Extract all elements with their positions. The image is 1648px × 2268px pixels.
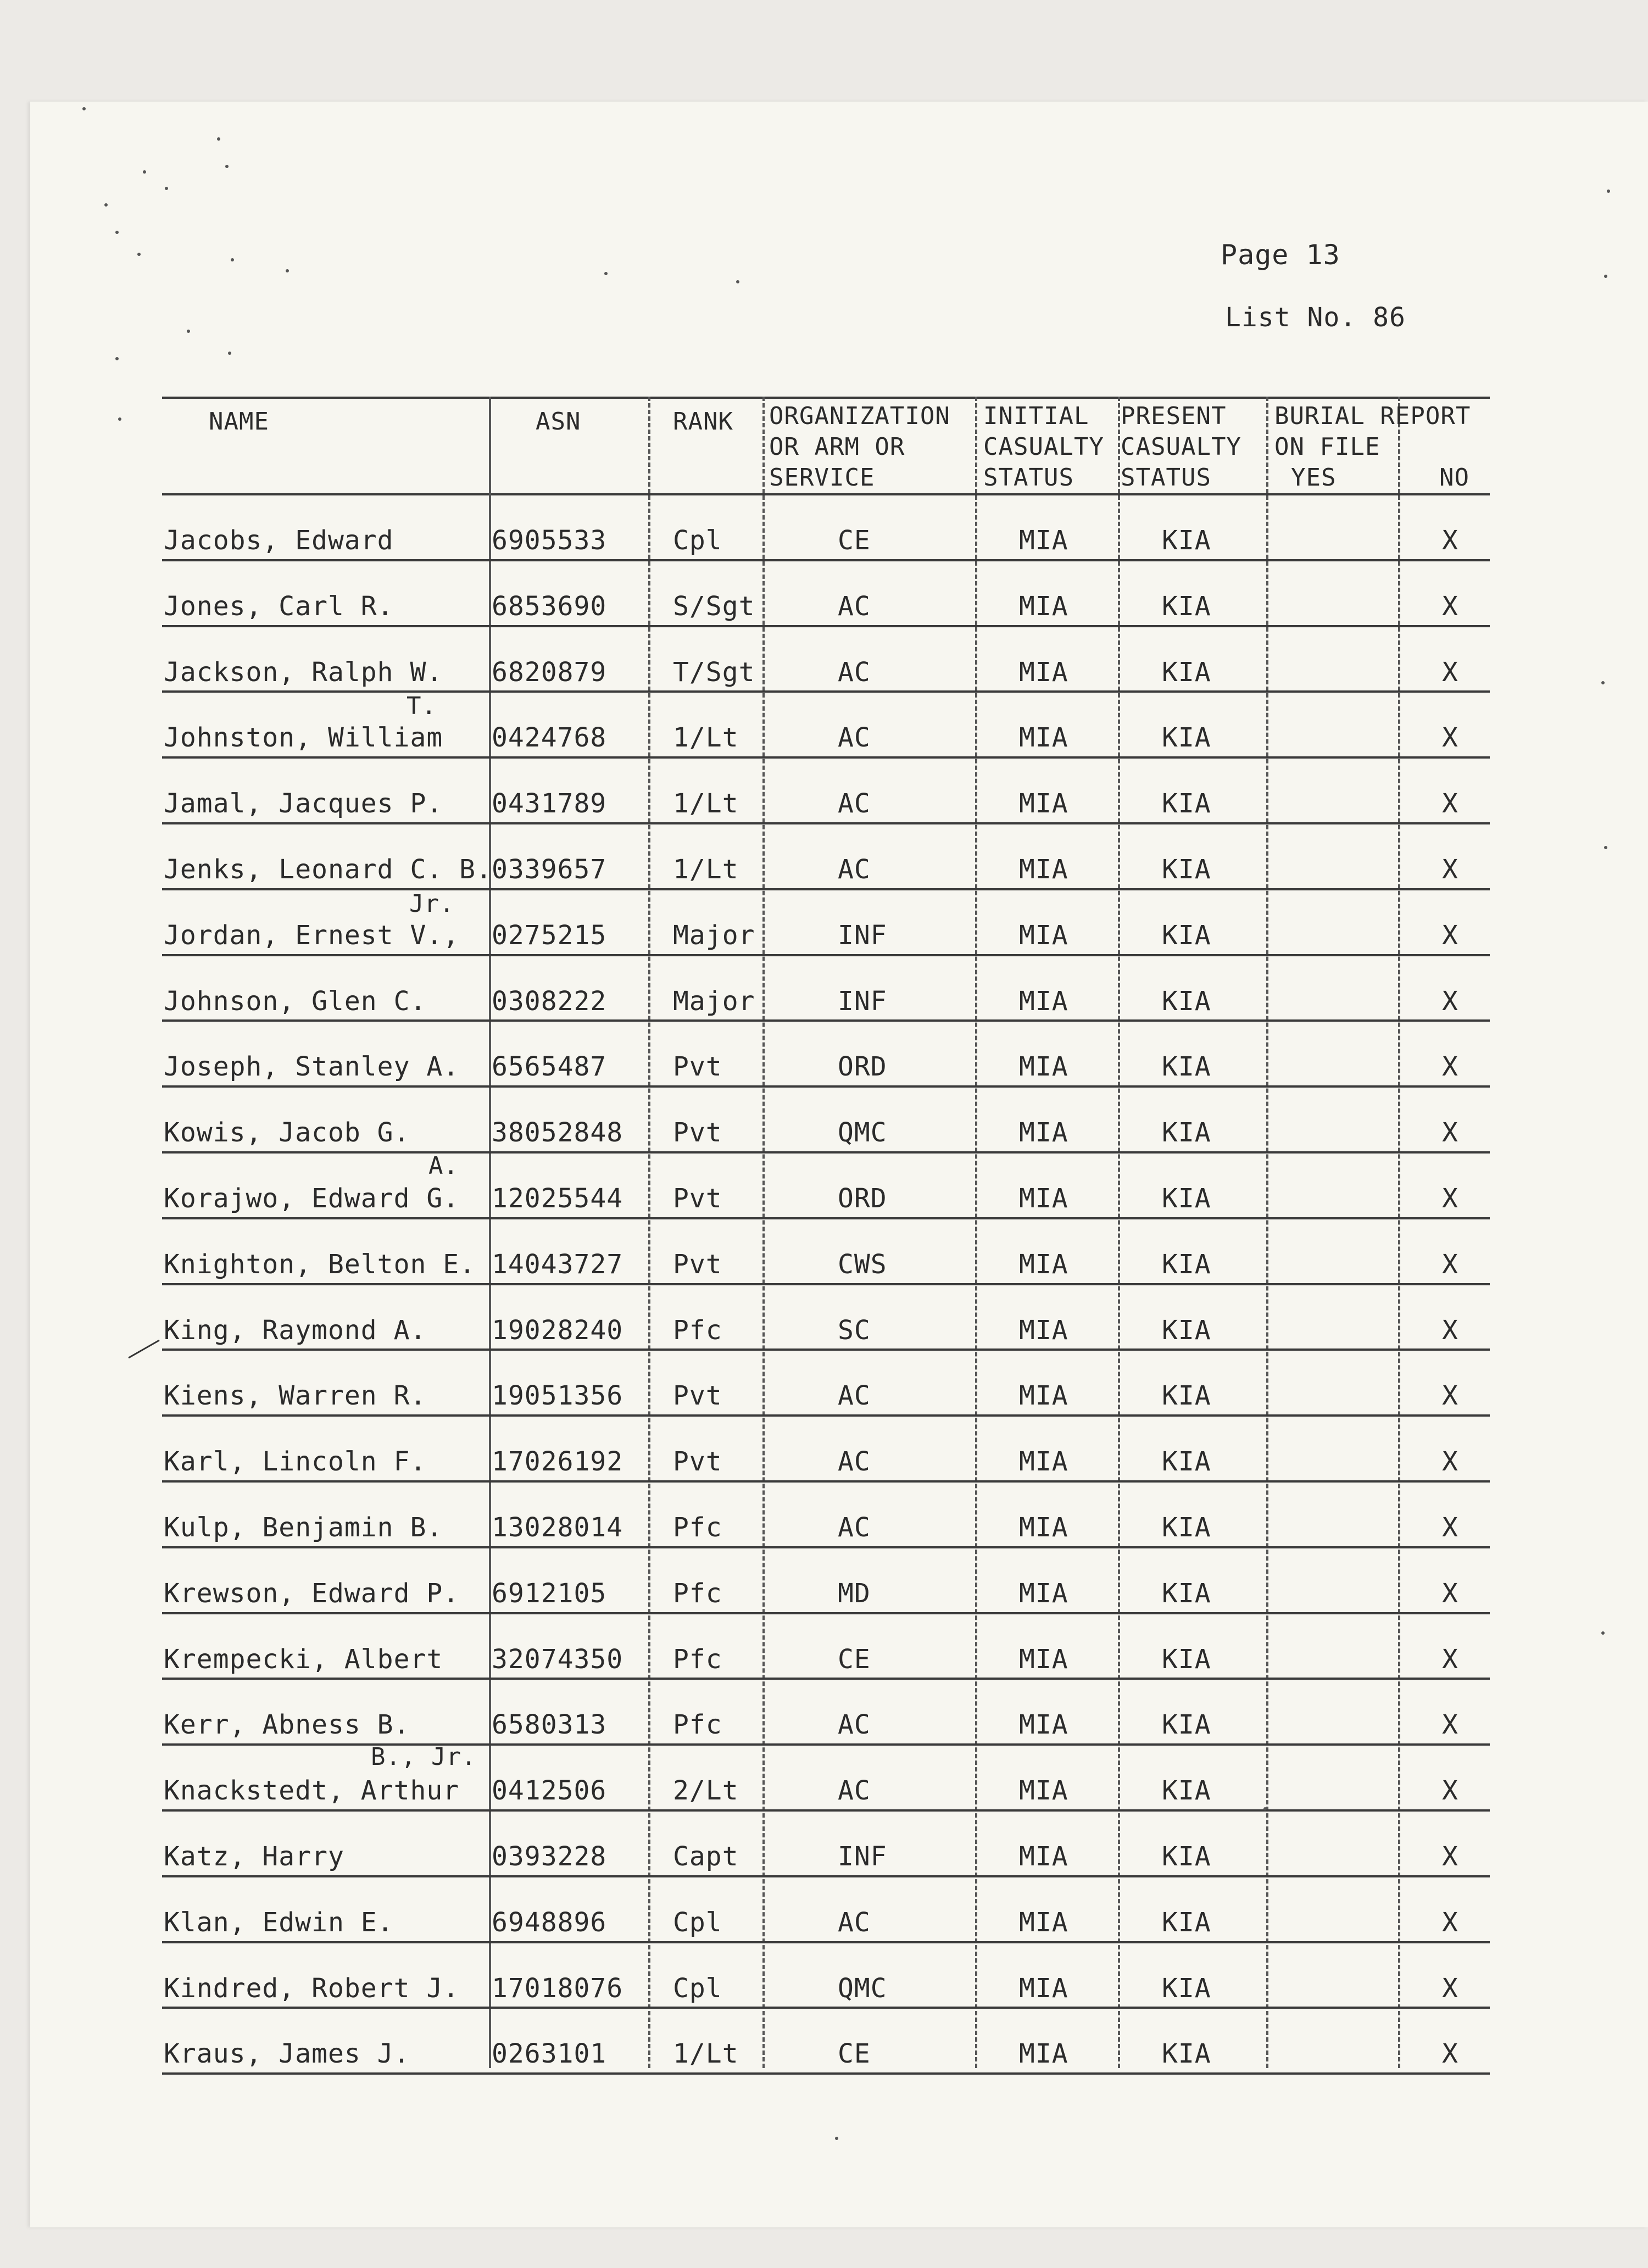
cell-initial-status: MIA [1019, 1183, 1068, 1214]
cell-initial-status: MIA [1019, 1117, 1068, 1148]
cell-asn: 0339657 [492, 854, 607, 885]
column-divider [1398, 397, 1400, 2068]
header-present-status: PRESENT CASUALTY STATUS [1121, 402, 1241, 492]
cell-asn: 6905533 [492, 525, 607, 556]
cell-rank: 1/Lt [673, 722, 739, 753]
header-initial-status: INITIAL CASUALTY STATUS [983, 402, 1104, 492]
cell-rank: Major [673, 986, 755, 1017]
cell-present-status: KIA [1162, 1973, 1211, 2004]
cell-burial-no: X [1442, 788, 1458, 819]
cell-name: Jacobs, Edward [164, 525, 394, 556]
cell-asn: 38052848 [492, 1117, 623, 1148]
cell-burial-no: X [1442, 722, 1458, 753]
cell-present-status: KIA [1162, 1183, 1211, 1214]
cell-name: Jordan, Ernest V., [164, 920, 460, 951]
cell-burial-no: X [1442, 1644, 1458, 1675]
cell-name: Jenks, Leonard C. B. [164, 854, 492, 885]
cell-asn: 0424768 [492, 722, 607, 753]
cell-initial-status: MIA [1019, 657, 1068, 688]
list-number: List No. 86 [1225, 302, 1406, 333]
cell-name: Jones, Carl R. [164, 591, 394, 622]
cell-rank: Pfc [673, 1709, 722, 1740]
cell-burial-no: X [1442, 1249, 1458, 1280]
cell-organization: CE [838, 1644, 871, 1675]
cell-asn: 19051356 [492, 1380, 623, 1411]
speck [217, 137, 220, 141]
cell-organization: AC [838, 591, 871, 622]
cell-rank: Pvt [673, 1446, 722, 1477]
cell-burial-no: X [1442, 1315, 1458, 1346]
cell-organization: ORD [838, 1051, 887, 1082]
row-rule [162, 1875, 1490, 1877]
header-yes: YES [1291, 464, 1337, 492]
header-organization: ORGANIZATION OR ARM OR SERVICE [769, 402, 950, 492]
cell-asn: 14043727 [492, 1249, 623, 1280]
cell-present-status: KIA [1162, 1117, 1211, 1148]
row-rule [162, 1283, 1490, 1285]
cell-present-status: KIA [1162, 1775, 1211, 1806]
cell-organization: INF [838, 986, 887, 1017]
cell-burial-no: X [1442, 525, 1458, 556]
cell-burial-no: X [1442, 1512, 1458, 1543]
cell-rank: Pvt [673, 1380, 722, 1411]
cell-name: King, Raymond A. [164, 1315, 427, 1346]
cell-name: Kindred, Robert J. [164, 1973, 460, 2004]
table-top-rule [162, 397, 1490, 399]
cell-present-status: KIA [1162, 1380, 1211, 1411]
cell-organization: AC [838, 722, 871, 753]
speck [231, 258, 234, 261]
cell-name: Johnston, William [164, 722, 443, 753]
cell-present-status: KIA [1162, 1907, 1211, 1938]
speck [165, 187, 168, 190]
cell-burial-no: X [1442, 854, 1458, 885]
cell-asn: 0263101 [492, 2038, 607, 2069]
speck [604, 272, 608, 275]
cell-burial-no: X [1442, 1973, 1458, 2004]
row-rule [162, 1546, 1490, 1548]
speck [1604, 275, 1607, 278]
cell-rank: Cpl [673, 1973, 722, 2004]
cell-initial-status: MIA [1019, 722, 1068, 753]
cell-asn: 0431789 [492, 788, 607, 819]
cell-present-status: KIA [1162, 1578, 1211, 1609]
cell-name: Jamal, Jacques P. [164, 788, 443, 819]
row-rule [162, 1348, 1490, 1351]
row-rule [162, 2007, 1490, 2009]
cell-asn: 17018076 [492, 1973, 623, 2004]
cell-name: Katz, Harry [164, 1841, 344, 1872]
cell-organization: QMC [838, 1117, 887, 1148]
cell-present-status: KIA [1162, 525, 1211, 556]
cell-asn: 0412506 [492, 1775, 607, 1806]
cell-present-status: KIA [1162, 1644, 1211, 1675]
row-rule [162, 690, 1490, 693]
cell-present-status: KIA [1162, 1446, 1211, 1477]
row-rule [162, 756, 1490, 759]
cell-burial-no: X [1442, 1775, 1458, 1806]
column-divider [489, 397, 491, 2068]
cell-rank: Pfc [673, 1315, 722, 1346]
cell-name: Joseph, Stanley A. [164, 1051, 460, 1082]
cell-initial-status: MIA [1019, 854, 1068, 885]
row-rule [162, 1480, 1490, 1483]
cell-initial-status: MIA [1019, 2038, 1068, 2069]
row-rule [162, 559, 1490, 561]
column-divider [1118, 397, 1120, 2068]
cell-present-status: KIA [1162, 788, 1211, 819]
cell-initial-status: MIA [1019, 525, 1068, 556]
cell-initial-status: MIA [1019, 1380, 1068, 1411]
cell-burial-no: X [1442, 1578, 1458, 1609]
cell-burial-no: X [1442, 2038, 1458, 2069]
cell-initial-status: MIA [1019, 1512, 1068, 1543]
cell-rank: Cpl [673, 1907, 722, 1938]
row-rule [162, 625, 1490, 627]
speck [118, 417, 121, 421]
cell-organization: AC [838, 657, 871, 688]
cell-burial-no: X [1442, 986, 1458, 1017]
cell-burial-no: X [1442, 591, 1458, 622]
speck [115, 357, 119, 360]
cell-burial-no: X [1442, 1709, 1458, 1740]
speck [137, 253, 141, 256]
annotation-jordan-suffix: Jr. [409, 890, 455, 918]
cell-rank: 1/Lt [673, 2038, 739, 2069]
cell-asn: 12025544 [492, 1183, 623, 1214]
row-rule [162, 1085, 1490, 1088]
row-rule [162, 1612, 1490, 1614]
speck [187, 330, 190, 333]
speck [286, 269, 289, 272]
header-no: NO [1439, 464, 1469, 492]
cell-burial-no: X [1442, 1117, 1458, 1148]
cell-organization: AC [838, 1446, 871, 1477]
cell-name: Kulp, Benjamin B. [164, 1512, 443, 1543]
cell-rank: Cpl [673, 525, 722, 556]
speck [835, 2137, 838, 2140]
cell-rank: Pvt [673, 1183, 722, 1214]
page-number: Page 13 [1221, 239, 1340, 271]
cell-organization: SC [838, 1315, 871, 1346]
row-rule [162, 1019, 1490, 1022]
annotation-knackstedt-suffix: B., Jr. [371, 1743, 477, 1771]
cell-asn: 6912105 [492, 1578, 607, 1609]
cell-organization: AC [838, 788, 871, 819]
cell-asn: 6565487 [492, 1051, 607, 1082]
cell-organization: AC [838, 1380, 871, 1411]
header-name: NAME [209, 408, 269, 436]
cell-present-status: KIA [1162, 1709, 1211, 1740]
speck [1263, 1807, 1267, 1810]
cell-organization: AC [838, 1907, 871, 1938]
cell-present-status: KIA [1162, 920, 1211, 951]
cell-initial-status: MIA [1019, 1709, 1068, 1740]
header-asn: ASN [536, 408, 581, 436]
cell-name: Knackstedt, Arthur [164, 1775, 460, 1806]
cell-present-status: KIA [1162, 1051, 1211, 1082]
cell-name: Jackson, Ralph W. [164, 657, 443, 688]
cell-rank: 2/Lt [673, 1775, 739, 1806]
column-divider [1266, 397, 1268, 2068]
row-rule [162, 954, 1490, 956]
cell-asn: 0308222 [492, 986, 607, 1017]
cell-name: Korajwo, Edward G. [164, 1183, 460, 1214]
speck [1601, 681, 1605, 684]
cell-organization: AC [838, 1709, 871, 1740]
cell-name: Klan, Edwin E. [164, 1907, 394, 1938]
cell-initial-status: MIA [1019, 1051, 1068, 1082]
cell-organization: AC [838, 854, 871, 885]
cell-asn: 0393228 [492, 1841, 607, 1872]
column-divider [762, 397, 765, 2068]
cell-burial-no: X [1442, 1446, 1458, 1477]
row-rule [162, 1217, 1490, 1219]
cell-rank: S/Sgt [673, 591, 755, 622]
cell-name: Kraus, James J. [164, 2038, 410, 2069]
check-mark-icon [127, 1338, 160, 1360]
cell-name: Krewson, Edward P. [164, 1578, 460, 1609]
cell-present-status: KIA [1162, 657, 1211, 688]
cell-present-status: KIA [1162, 854, 1211, 885]
column-divider [648, 397, 650, 2068]
cell-initial-status: MIA [1019, 591, 1068, 622]
cell-initial-status: MIA [1019, 1578, 1068, 1609]
cell-rank: Pvt [673, 1117, 722, 1148]
header-bottom-rule [162, 493, 1490, 495]
speck [115, 231, 119, 234]
cell-name: Kiens, Warren R. [164, 1380, 427, 1411]
cell-initial-status: MIA [1019, 1315, 1068, 1346]
row-rule [162, 888, 1490, 890]
cell-initial-status: MIA [1019, 986, 1068, 1017]
speck [1604, 846, 1607, 849]
header-rank: RANK [673, 408, 733, 436]
speck [1601, 1631, 1605, 1635]
row-rule [162, 1743, 1490, 1746]
cell-initial-status: MIA [1019, 920, 1068, 951]
cell-organization: ORD [838, 1183, 887, 1214]
cell-burial-no: X [1442, 657, 1458, 688]
cell-initial-status: MIA [1019, 1973, 1068, 2004]
cell-initial-status: MIA [1019, 1775, 1068, 1806]
cell-name: Johnson, Glen C. [164, 986, 427, 1017]
cell-organization: CE [838, 2038, 871, 2069]
cell-organization: QMC [838, 1973, 887, 2004]
cell-name: Karl, Lincoln F. [164, 1446, 427, 1477]
cell-organization: CWS [838, 1249, 887, 1280]
cell-organization: AC [838, 1775, 871, 1806]
cell-rank: Pfc [673, 1512, 722, 1543]
cell-asn: 6580313 [492, 1709, 607, 1740]
cell-rank: Pvt [673, 1051, 722, 1082]
row-rule [162, 822, 1490, 824]
cell-burial-no: X [1442, 1907, 1458, 1938]
cell-initial-status: MIA [1019, 1644, 1068, 1675]
cell-initial-status: MIA [1019, 1446, 1068, 1477]
header-burial-report: BURIAL REPORT ON FILE [1274, 402, 1471, 461]
cell-initial-status: MIA [1019, 1841, 1068, 1872]
cell-burial-no: X [1442, 1380, 1458, 1411]
cell-organization: MD [838, 1578, 871, 1609]
cell-asn: 0275215 [492, 920, 607, 951]
cell-name: Krempecki, Albert [164, 1644, 443, 1675]
cell-present-status: KIA [1162, 722, 1211, 753]
speck [228, 352, 231, 355]
cell-initial-status: MIA [1019, 788, 1068, 819]
cell-rank: 1/Lt [673, 788, 739, 819]
cell-asn: 6820879 [492, 657, 607, 688]
cell-asn: 6948896 [492, 1907, 607, 1938]
annotation-korajwo-middle: A. [428, 1152, 459, 1180]
cell-asn: 13028014 [492, 1512, 623, 1543]
cell-burial-no: X [1442, 920, 1458, 951]
cell-rank: Pfc [673, 1578, 722, 1609]
cell-name: Knighton, Belton E. [164, 1249, 476, 1280]
cell-organization: INF [838, 920, 887, 951]
cell-present-status: KIA [1162, 1315, 1211, 1346]
speck [736, 280, 739, 283]
annotation-johnston-middle: T. [407, 692, 437, 720]
cell-organization: INF [838, 1841, 887, 1872]
cell-present-status: KIA [1162, 1841, 1211, 1872]
cell-asn: 6853690 [492, 591, 607, 622]
speck [82, 107, 86, 110]
cell-present-status: KIA [1162, 2038, 1211, 2069]
row-rule [162, 1809, 1490, 1812]
row-rule [162, 1941, 1490, 1943]
row-rule [162, 1414, 1490, 1417]
cell-rank: Pfc [673, 1644, 722, 1675]
row-rule [162, 1678, 1490, 1680]
speck [104, 203, 108, 207]
cell-burial-no: X [1442, 1051, 1458, 1082]
cell-name: Kerr, Abness B. [164, 1709, 410, 1740]
cell-initial-status: MIA [1019, 1249, 1068, 1280]
speck [1607, 190, 1610, 193]
speck [225, 165, 229, 168]
cell-initial-status: MIA [1019, 1907, 1068, 1938]
cell-present-status: KIA [1162, 1512, 1211, 1543]
cell-rank: 1/Lt [673, 854, 739, 885]
cell-asn: 17026192 [492, 1446, 623, 1477]
cell-burial-no: X [1442, 1183, 1458, 1214]
cell-asn: 32074350 [492, 1644, 623, 1675]
cell-rank: Pvt [673, 1249, 722, 1280]
cell-asn: 19028240 [492, 1315, 623, 1346]
cell-rank: Major [673, 920, 755, 951]
row-rule [162, 1151, 1490, 1153]
cell-rank: Capt [673, 1841, 739, 1872]
cell-present-status: KIA [1162, 1249, 1211, 1280]
cell-present-status: KIA [1162, 986, 1211, 1017]
cell-rank: T/Sgt [673, 657, 755, 688]
speck [143, 170, 146, 174]
cell-present-status: KIA [1162, 591, 1211, 622]
cell-organization: AC [838, 1512, 871, 1543]
row-rule [162, 2072, 1490, 2075]
cell-organization: CE [838, 525, 871, 556]
cell-burial-no: X [1442, 1841, 1458, 1872]
cell-name: Kowis, Jacob G. [164, 1117, 410, 1148]
column-divider [975, 397, 977, 2068]
